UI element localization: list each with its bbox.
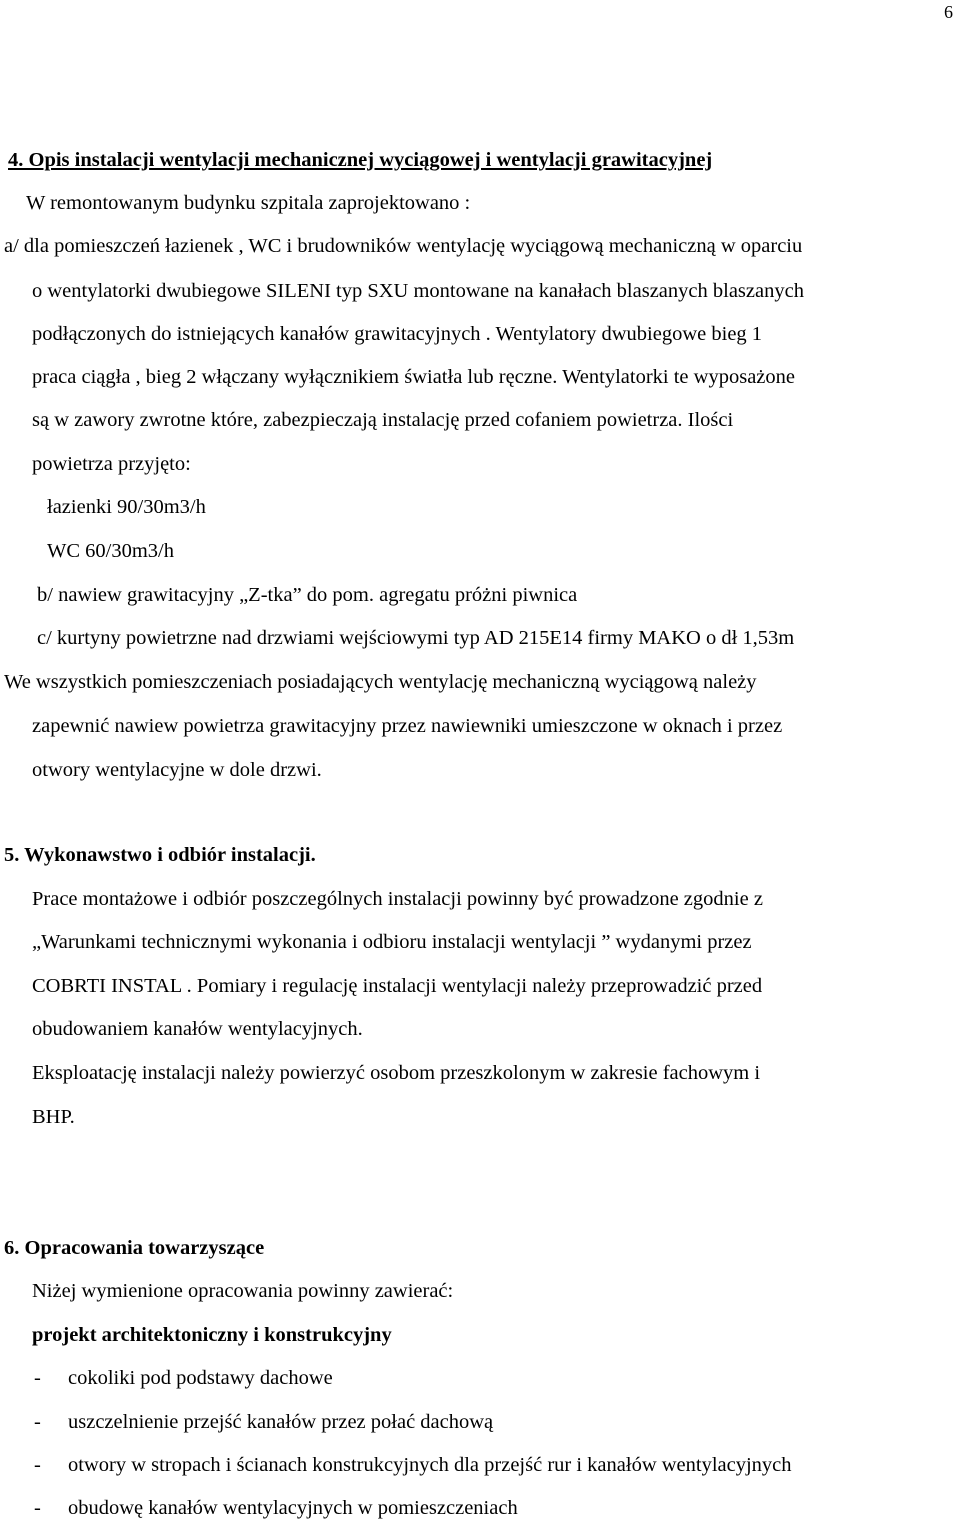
page-number: 6 — [944, 2, 953, 22]
item-b: b/ nawiew grawitacyjny „Z-tka” do pom. agregatu próżni piwnica — [37, 584, 578, 606]
air-flow-bathrooms: łazienki 90/30m3/h — [47, 496, 206, 518]
item-a-line: a/ dla pomieszczeń łazienek , WC i brudowników wentylację wyciągową mechaniczną w oparciu — [4, 235, 803, 257]
closing-line: zapewnić nawiew powietrza grawitacyjny przez nawiewniki umieszczone w oknach i przez — [32, 715, 783, 737]
closing-line: We wszystkich pomieszczeniach posiadających wentylację mechaniczną wyciągową należy — [4, 671, 757, 693]
section-5-para1-line: „Warunkami technicznymi wykonania i odbioru instalacji wentylacji ” wydanymi przez — [32, 931, 752, 953]
bullet-marker: - — [34, 1367, 41, 1389]
section-4-intro: W remontowanym budynku szpitala zaprojektowano : — [26, 192, 471, 214]
section-5-heading: 5. Wykonawstwo i odbiór instalacji. — [4, 844, 316, 866]
air-flow-wc: WC 60/30m3/h — [47, 540, 174, 562]
section-6-subheading: projekt architektoniczny i konstrukcyjny — [32, 1324, 392, 1346]
section-6-heading: 6. Opracowania towarzyszące — [4, 1237, 265, 1259]
bullet-item: obudowę kanałów wentylacyjnych w pomieszczeniach — [68, 1497, 518, 1519]
item-a-line: są w zawory zwrotne które, zabezpieczają instalację przed cofaniem powietrza. Ilości — [32, 409, 734, 431]
bullet-marker: - — [34, 1454, 41, 1476]
item-a-line: praca ciągła , bieg 2 włączany wyłącznikiem światła lub ręczne. Wentylatorki te wyposażone — [32, 366, 795, 388]
section-4-heading: 4. Opis instalacji wentylacji mechanicznej wyciągowej i wentylacji grawitacyjnej — [8, 149, 713, 171]
item-a-line: podłączonych do istniejących kanałów grawitacyjnych . Wentylatory dwubiegowe bieg 1 — [32, 323, 763, 345]
closing-line: otwory wentylacyjne w dole drzwi. — [32, 759, 322, 781]
section-5-para1-line: Prace montażowe i odbiór poszczególnych instalacji powinny być prowadzone zgodnie z — [32, 888, 763, 910]
bullet-marker: - — [34, 1411, 41, 1433]
bullet-item: uszczelnienie przejść kanałów przez połać dachową — [68, 1411, 494, 1433]
item-a-line: powietrza przyjęto: — [32, 453, 191, 475]
section-5-para1-line: COBRTI INSTAL . Pomiary i regulację instalacji wentylacji należy przeprowadzić przed — [32, 975, 763, 997]
section-5-para2-line: BHP. — [32, 1106, 75, 1128]
item-a-line: o wentylatorki dwubiegowe SILENI typ SXU montowane na kanałach blaszanych blaszanych — [32, 280, 804, 302]
section-5-para2-line: Eksploatację instalacji należy powierzyć osobom przeszkolonym w zakresie fachowym i — [32, 1062, 761, 1084]
section-6-intro: Niżej wymienione opracowania powinny zawierać: — [32, 1280, 454, 1302]
section-5-para1-line: obudowaniem kanałów wentylacyjnych. — [32, 1018, 363, 1040]
item-c: c/ kurtyny powietrzne nad drzwiami wejściowymi typ AD 215E14 firmy MAKO o dł 1,53m — [37, 627, 795, 649]
bullet-item: otwory w stropach i ścianach konstrukcyjnych dla przejść rur i kanałów wentylacyjnych — [68, 1454, 792, 1476]
bullet-marker: - — [34, 1497, 41, 1519]
bullet-item: cokoliki pod podstawy dachowe — [68, 1367, 333, 1389]
